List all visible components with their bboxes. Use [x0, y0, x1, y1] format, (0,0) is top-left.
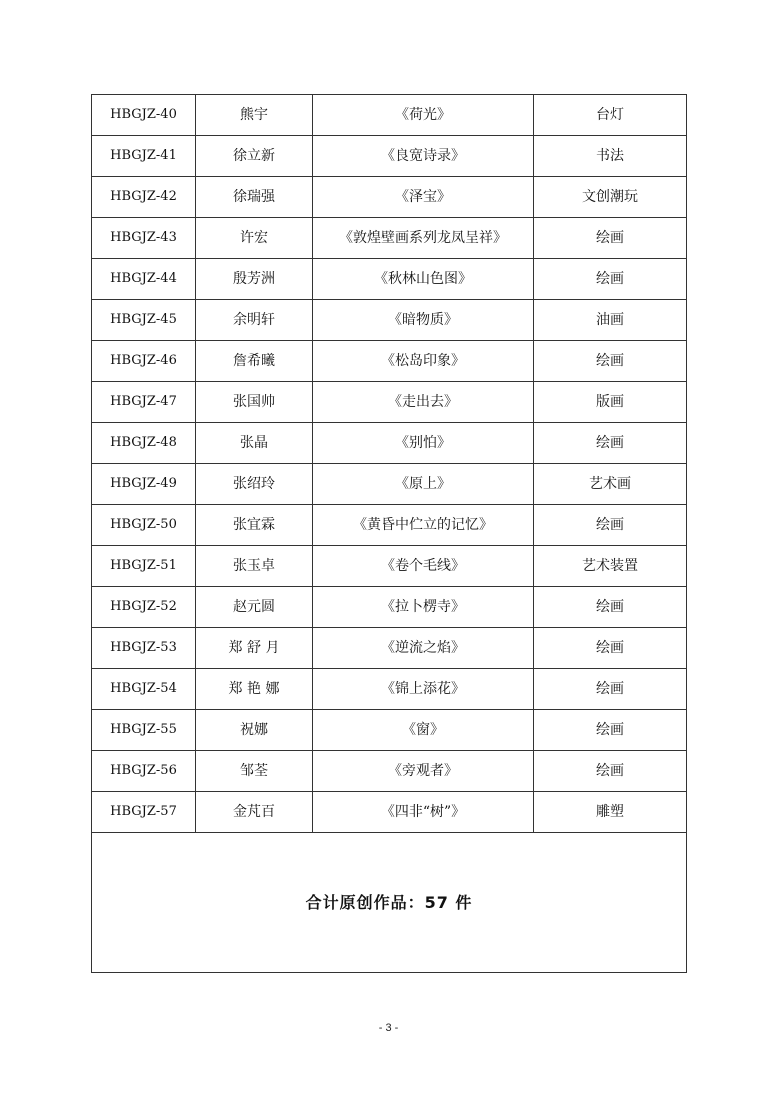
table-row — [92, 628, 687, 669]
cell-author: 郑 舒 月 — [196, 628, 313, 669]
cell-title: 《逆流之焰》 — [313, 628, 534, 669]
cell-code: HBGJZ-49 — [92, 464, 196, 505]
cell-category: 绘画 — [534, 341, 687, 382]
table-row — [92, 464, 687, 505]
cell-author: 张绍玲 — [196, 464, 313, 505]
cell-title: 《原上》 — [313, 464, 534, 505]
cell-code: HBGJZ-44 — [92, 259, 196, 300]
cell-author: 金芃百 — [196, 792, 313, 833]
cell-author: 熊宇 — [196, 95, 313, 136]
cell-category: 书法 — [534, 136, 687, 177]
cell-author: 詹希曦 — [196, 341, 313, 382]
total-row — [92, 833, 687, 973]
cell-code: HBGJZ-47 — [92, 382, 196, 423]
works-table-container — [91, 94, 686, 973]
cell-code: HBGJZ-54 — [92, 669, 196, 710]
table-row — [92, 587, 687, 628]
cell-title: 《秋林山色图》 — [313, 259, 534, 300]
cell-title: 《别怕》 — [313, 423, 534, 464]
table-row — [92, 751, 687, 792]
table-row — [92, 792, 687, 833]
cell-author: 祝娜 — [196, 710, 313, 751]
cell-title: 《黄昏中伫立的记忆》 — [313, 505, 534, 546]
cell-code: HBGJZ-48 — [92, 423, 196, 464]
cell-author: 余明轩 — [196, 300, 313, 341]
table-row — [92, 669, 687, 710]
cell-title: 《锦上添花》 — [313, 669, 534, 710]
table-row — [92, 218, 687, 259]
cell-title: 《卷个毛线》 — [313, 546, 534, 587]
cell-category: 绘画 — [534, 669, 687, 710]
cell-code: HBGJZ-52 — [92, 587, 196, 628]
cell-code: HBGJZ-55 — [92, 710, 196, 751]
cell-title: 《窗》 — [313, 710, 534, 751]
cell-category: 绘画 — [534, 710, 687, 751]
cell-author: 邹荃 — [196, 751, 313, 792]
works-table — [91, 94, 687, 973]
cell-category: 绘画 — [534, 218, 687, 259]
works-table-body — [92, 95, 687, 833]
cell-category: 绘画 — [534, 505, 687, 546]
cell-category: 绘画 — [534, 259, 687, 300]
cell-category: 台灯 — [534, 95, 687, 136]
cell-author: 张晶 — [196, 423, 313, 464]
cell-code: HBGJZ-57 — [92, 792, 196, 833]
table-row — [92, 177, 687, 218]
cell-title: 《暗物质》 — [313, 300, 534, 341]
cell-title: 《荷光》 — [313, 95, 534, 136]
cell-author: 张国帅 — [196, 382, 313, 423]
cell-code: HBGJZ-43 — [92, 218, 196, 259]
table-row — [92, 710, 687, 751]
table-row — [92, 300, 687, 341]
cell-category: 艺术画 — [534, 464, 687, 505]
cell-code: HBGJZ-42 — [92, 177, 196, 218]
cell-title: 《走出去》 — [313, 382, 534, 423]
table-row — [92, 546, 687, 587]
cell-title: 《良宽诗录》 — [313, 136, 534, 177]
cell-category: 艺术装置 — [534, 546, 687, 587]
table-row — [92, 136, 687, 177]
cell-category: 绘画 — [534, 587, 687, 628]
table-row — [92, 382, 687, 423]
cell-title: 《泽宝》 — [313, 177, 534, 218]
cell-category: 绘画 — [534, 628, 687, 669]
cell-author: 徐立新 — [196, 136, 313, 177]
cell-title: 《四非“树”》 — [313, 792, 534, 833]
cell-code: HBGJZ-40 — [92, 95, 196, 136]
cell-author: 张玉卓 — [196, 546, 313, 587]
table-row — [92, 505, 687, 546]
cell-author: 许宏 — [196, 218, 313, 259]
cell-author: 赵元圆 — [196, 587, 313, 628]
cell-code: HBGJZ-46 — [92, 341, 196, 382]
cell-author: 郑 艳 娜 — [196, 669, 313, 710]
cell-category: 绘画 — [534, 423, 687, 464]
cell-category: 雕塑 — [534, 792, 687, 833]
table-row — [92, 259, 687, 300]
cell-title: 《敦煌壁画系列龙凤呈祥》 — [313, 218, 534, 259]
table-row — [92, 95, 687, 136]
cell-code: HBGJZ-50 — [92, 505, 196, 546]
cell-category: 版画 — [534, 382, 687, 423]
cell-title: 《松岛印象》 — [313, 341, 534, 382]
cell-title: 《旁观者》 — [313, 751, 534, 792]
cell-code: HBGJZ-45 — [92, 300, 196, 341]
page-number: - 3 - — [378, 1022, 399, 1034]
cell-title: 《拉卜楞寺》 — [313, 587, 534, 628]
cell-category: 文创潮玩 — [534, 177, 687, 218]
cell-author: 殷芳洲 — [196, 259, 313, 300]
cell-code: HBGJZ-56 — [92, 751, 196, 792]
total-summary: 合计原创作品：57 件 — [92, 833, 687, 973]
cell-code: HBGJZ-51 — [92, 546, 196, 587]
cell-author: 张宜霖 — [196, 505, 313, 546]
cell-category: 油画 — [534, 300, 687, 341]
table-row — [92, 423, 687, 464]
table-row — [92, 341, 687, 382]
cell-category: 绘画 — [534, 751, 687, 792]
cell-code: HBGJZ-53 — [92, 628, 196, 669]
cell-author: 徐瑞强 — [196, 177, 313, 218]
cell-code: HBGJZ-41 — [92, 136, 196, 177]
